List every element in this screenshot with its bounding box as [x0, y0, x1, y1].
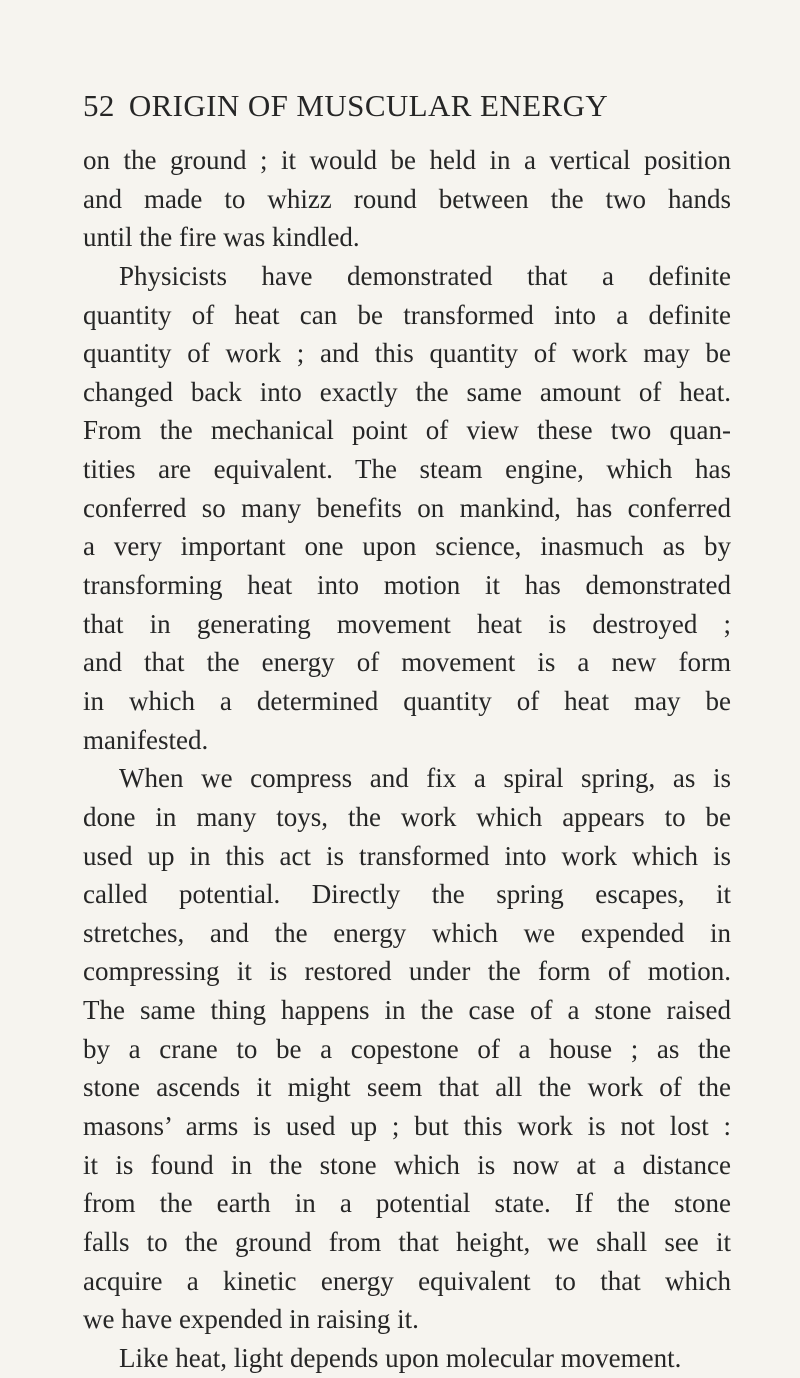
text-line: called potential. Directly the spring escapes, it	[83, 879, 731, 910]
text-line: From the mechanical point of view these two quan-	[83, 415, 731, 446]
text-line: in which a determined quantity of heat may be	[83, 685, 731, 716]
text-line: we have expended in raising it.	[83, 1304, 419, 1335]
text-line: on the ground ; it would be held in a vertical position	[83, 145, 731, 175]
text-line: conferred so many benefits on mankind, has conferred	[83, 492, 731, 523]
text-line: it is found in the stone which is now at a distance	[83, 1149, 731, 1180]
body-text	[83, 141, 731, 1378]
text-line: changed back into exactly the same amount of heat.	[83, 376, 731, 407]
text-line: The same thing happens in the case of a stone raised	[83, 995, 731, 1026]
text-line: Like heat, light depends upon molecular movement.	[119, 1342, 682, 1373]
text-line: until the fire was kindled.	[83, 222, 360, 253]
page-number: 52	[83, 88, 115, 123]
text-line: stone ascends it might seem that all the work of the	[83, 1072, 731, 1103]
text-line: acquire a kinetic energy equivalent to that which	[83, 1265, 731, 1296]
chapter-title: ORIGIN OF MUSCULAR ENERGY	[128, 88, 609, 123]
text-line: stretches, and the energy which we expended in	[83, 917, 731, 948]
text-line: When we compress and fix a spiral spring, as is	[119, 763, 731, 794]
text-line: Physicists have demonstrated that a definite	[119, 260, 731, 291]
text-line: from the earth in a potential state. If the stone	[83, 1188, 731, 1219]
text-line: done in many toys, the work which appears to be	[83, 801, 731, 832]
text-line: that in generating movement heat is destroyed ;	[83, 608, 731, 639]
text-line: quantity of work ; and this quantity of work may be	[83, 338, 731, 369]
text-line: and that the energy of movement is a new form	[83, 647, 731, 678]
text-line: used up in this act is transformed into work which is	[83, 840, 731, 871]
text-line: quantity of heat can be transformed into a definite	[83, 299, 731, 330]
text-line: by a crane to be a copestone of a house ; as the	[83, 1033, 731, 1064]
text-line: transforming heat into motion it has demonstrated	[83, 570, 731, 601]
text-line: tities are equivalent. The steam engine, which has	[83, 454, 731, 485]
text-line: compressing it is restored under the form of motion.	[83, 956, 731, 987]
running-head	[83, 86, 723, 126]
text-line: masons’ arms is used up ; but this work is not lost :	[83, 1111, 731, 1142]
text-line: manifested.	[83, 724, 209, 755]
text-line: and made to whizz round between the two hands	[83, 183, 731, 214]
text-line: falls to the ground from that height, we shall see it	[83, 1226, 731, 1257]
text-line: a very important one upon science, inasmuch as by	[83, 531, 731, 562]
